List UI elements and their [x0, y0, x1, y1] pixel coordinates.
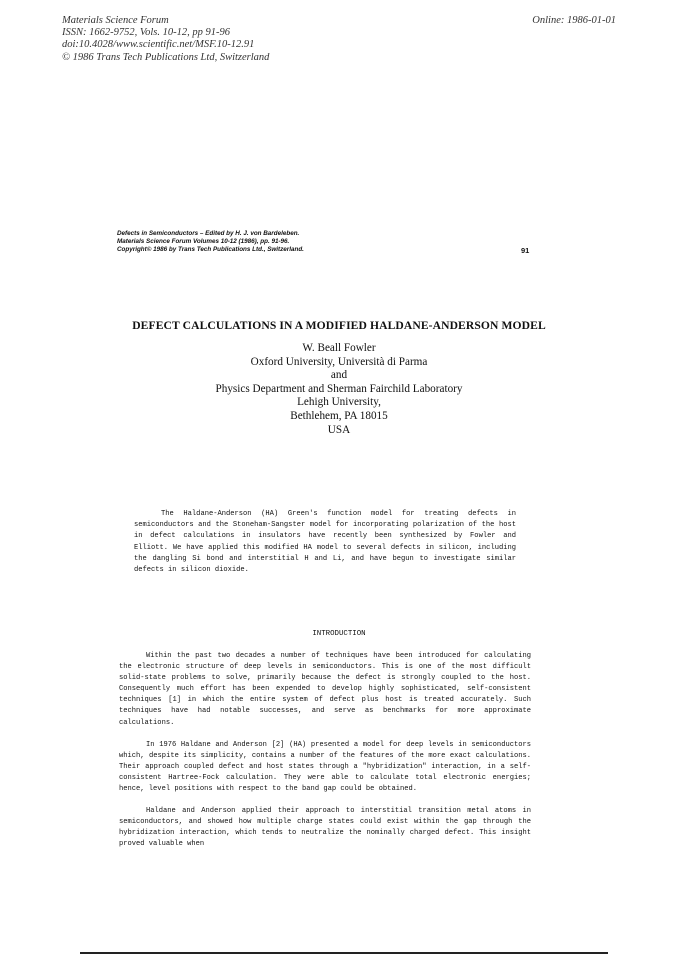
section-heading-introduction: INTRODUCTION — [312, 630, 366, 638]
volume-info-editor: Defects in Semiconductors – Edited by H. J. von Bardeleben. — [117, 230, 300, 237]
paragraph: Within the past two decades a number of techniques have been introduced for calculating the electronic structure of deep levels in semiconductors. This is one of the most difficult solid-state problems to solve, primarily because the defect is strongly coupled to the host. Consequently much effort has been expended to develop highly sophisticated, self-consistent techniques [1] in which the entire system of defect plus host is treated accurately. Such techniques have had notable successes, and serve as benchmarks for more approximate calculations. — [119, 652, 531, 727]
paragraph: Haldane and Anderson applied their approach to interstitial transition metal atoms in semiconductors, and showed how multiple charge states could exist within the gap through the hybridization interaction, which tends to neutralize the nominally charged defect. This insight proved valuable when — [119, 807, 531, 849]
publication-metadata — [62, 15, 269, 64]
paper-title: DEFECT CALCULATIONS IN A MODIFIED HALDANE-ANDERSON MODEL — [132, 319, 546, 332]
body-text — [119, 651, 531, 862]
issn-line: ISSN: 1662-9752, Vols. 10-12, pp 91-96 — [62, 27, 230, 39]
abstract — [134, 509, 516, 576]
doi-line: doi:10.4028/www.scientific.net/MSF.10-12.91 — [62, 39, 255, 51]
journal-name: Materials Science Forum — [62, 15, 169, 26]
author-name: W. Beall Fowler — [302, 342, 376, 354]
volume-info — [117, 230, 304, 255]
affiliation-line: Lehigh University, — [297, 396, 381, 409]
author-block — [0, 342, 678, 437]
volume-info-copyright: Copyright© 1986 by Trans Tech Publications Ltd., Switzerland. — [117, 246, 304, 254]
page-number: 91 — [521, 246, 530, 255]
affiliation-line: and — [330, 369, 348, 382]
volume-info-volumes: Materials Science Forum Volumes 10-12 (1986), pp. 91-96. — [117, 238, 290, 246]
affiliation-line: USA — [327, 423, 351, 436]
affiliation-line: Physics Department and Sherman Fairchild Laboratory — [215, 382, 463, 395]
copyright-line: © 1986 Trans Tech Publications Ltd, Switzerland — [62, 51, 270, 63]
affiliation-line: Oxford University, Università di Parma — [250, 355, 428, 368]
page-bottom-rule — [80, 952, 608, 954]
abstract-text: The Haldane-Anderson (HA) Green's function model for treating defects in semiconductors and the Stoneham-Sangster model for incorporating polarization of the host in defect calculations in insulators have recently been synthesized by Fowler and Elliott. We have applied this modified HA model to several defects in silicon, including the dangling Si bond and interstitial H and Li, and have begun to investigate similar defects in silicon dioxide. — [134, 510, 516, 575]
online-date: Online: 1986-01-01 — [532, 15, 616, 26]
paragraph: In 1976 Haldane and Anderson [2] (HA) presented a model for deep levels in semiconductors which, despite its simplicity, contains a number of the features of the more exact calculations. Their approach coupled defect and host states through a "hybridization" interaction, in a self-consistent Hartree-Fock calculation. They were able to calculate total electronic energies; hence, level positions with respect to the band gap could be obtained. — [119, 740, 531, 794]
affiliation-line: Bethlehem, PA 18015 — [290, 409, 388, 422]
